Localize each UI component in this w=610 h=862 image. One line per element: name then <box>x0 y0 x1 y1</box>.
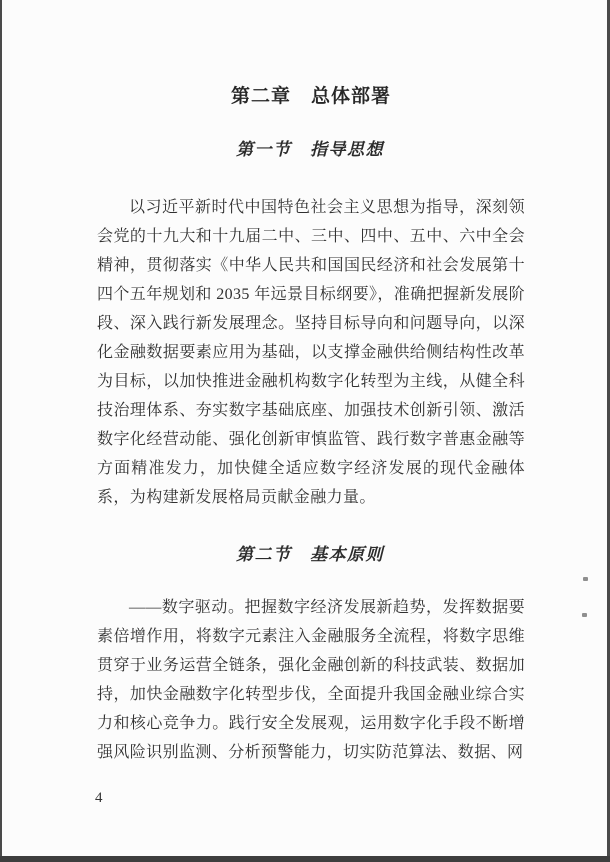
scan-edge-bottom <box>0 856 610 862</box>
chapter-heading: 第二章 总体部署 <box>230 86 391 107</box>
scan-speck <box>583 577 588 581</box>
scan-edge-left <box>0 0 2 862</box>
section-2-heading: 第二节 基本原则 <box>236 545 384 564</box>
page-number: 4 <box>95 790 103 806</box>
section-1-heading: 第一节 指导思想 <box>236 140 384 159</box>
scan-speck <box>582 613 587 617</box>
section-1-paragraph: 以习近平新时代中国特色社会主义思想为指导，深刻领会党的十九大和十九届二中、三中、四中、五中、六中全会精神，贯彻落实《中华人民共和国国民经济和社会发展第十四个五年规划和 2035 年远景目标纲要》，准确把握新发展阶段、深入践行新发展理念。坚持目标导向和问题导向，以深化金融数据要素应用为基础，以支撑金融供给侧结构性改革为目标，以加快推进金融机构数字化转型为主线，从健全科技治理体系、夯实数字基础底座、加强技术创新引领、激活数字化经营动能、强化创新审慎监管、践行数字普惠金融等方面精准发力，加快健全适应数字经济发展的现代金融体系，为构建新发展格局贡献金融力量。 <box>97 199 526 506</box>
section-2-paragraph: ——数字驱动。把握数字经济发展新趋势，发挥数据要素倍增作用，将数字元素注入金融服务全流程，将数字思维贯穿于业务运营全链条，强化金融创新的科技武装、数据加持，加快金融数字化转型步伐，全面提升我国金融业综合实力和核心竞争力。践行安全发展观，运用数字化手段不断增强风险识别监测、分析预警能力，切实防范算法、数据、网 <box>97 599 525 761</box>
